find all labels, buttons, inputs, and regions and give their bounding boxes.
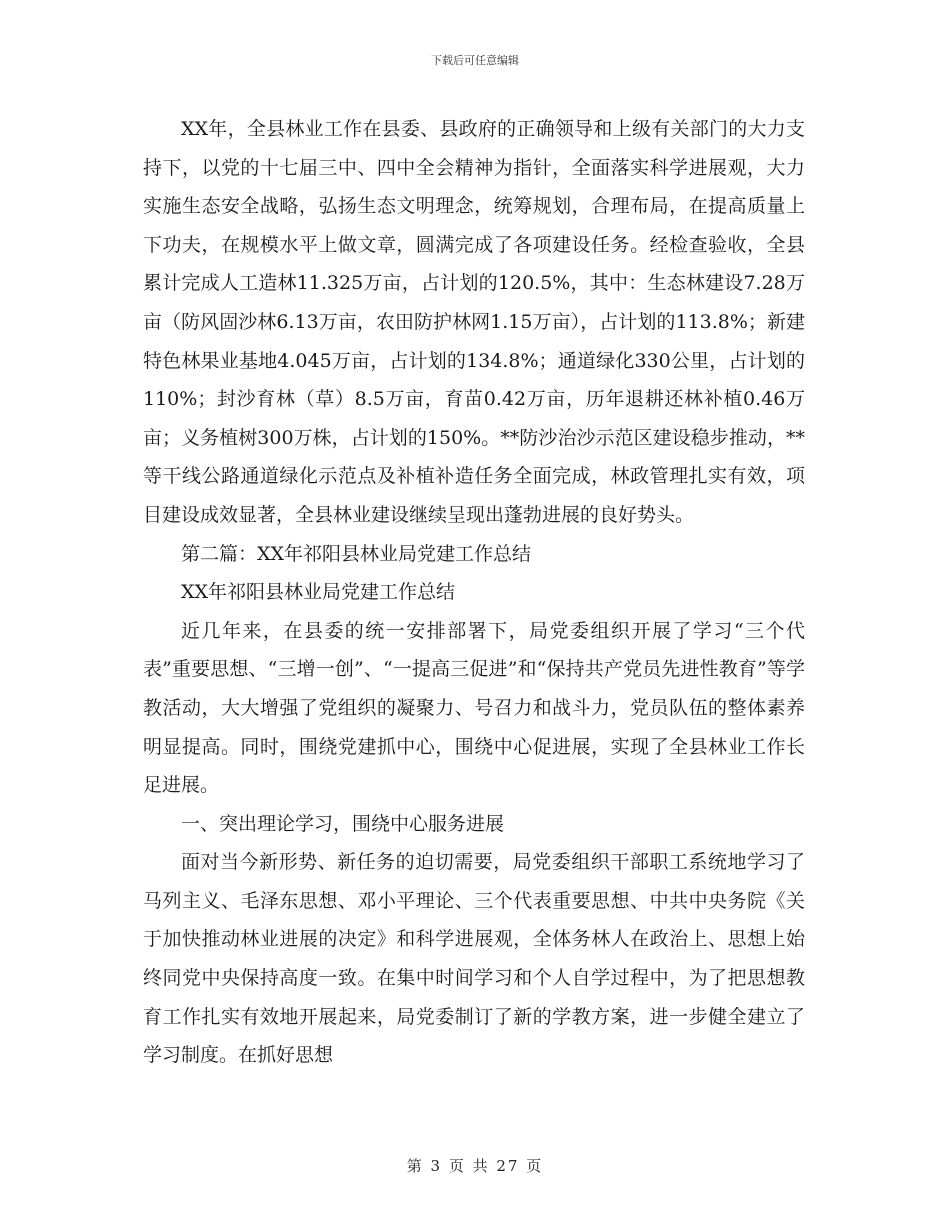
document-title: XX年祁阳县林业局党建工作总结 <box>181 581 456 604</box>
document-body <box>143 110 805 1075</box>
body-paragraph: 近几年来，在县委的统一安排部署下，局党委组织开展了学习“三个代表”重要思想、“三增一创”、“一提高三促进”和“保持共产党员先进性教育”等学教活动，大大增强了党组织的凝聚力、号召力和战斗力，党员队伍的整体素养明显提高。同时，围绕党建抓中心，围绕中心促进展，实现了全县林业工作长足进展。 <box>143 619 805 797</box>
body-paragraph: 面对当今新形势、新任务的迫切需要，局党委组织干部职工系统地学习了马列主义、毛泽东思想、邓小平理论、三个代表重要思想、中共中央务院《关于加快推动林业进展的决定》和科学进展观，全体务林人在政治上、思想上始终同党中央保持高度一致。在集中时间学习和个人自学过程中，为了把思想教育工作扎实有效地开展起来，局党委制订了新的学教方案，进一步健全建立了学习制度。在抓好思想 <box>143 851 805 1067</box>
section-heading: 第二篇：XX年祁阳县林业局党建工作总结 <box>181 542 532 565</box>
page-header: 下载后可任意编辑 <box>431 54 519 67</box>
page-footer: 第 3 页 共 27 页 <box>406 1157 544 1175</box>
body-paragraph: XX年，全县林业工作在县委、县政府的正确领导和上级有关部门的大力支持下，以党的十七届三中、四中全会精神为指针，全面落实科学进展观，大力实施生态安全战略，弘扬生态文明理念，统筹规划，合理布局，在提高质量上下功夫，在规模水平上做文章，圆满完成了各项建设任务。经检查验收，全县累计完成人工造林11.325万亩，占计划的120.5%，其中：生态林建设7.28万亩（防风固沙林6.13万亩，农田防护林网1.15万亩），占计划的113.8%；新建特色林果业基地4.045万亩，占计划的134.8%；通道绿化330公里，占计划的110%；封沙育林（草）8.5万亩，育苗0.42万亩，历年退耕还林补植0.46万亩；义务植树300万株，占计划的150%。**防沙治沙示范区建设稳步推动，**等干线公路通道绿化示范点及补植补造任务全面完成，林政管理扎实有效，项目建设成效显著，全县林业建设继续呈现出蓬勃进展的良好势头。 <box>143 118 805 526</box>
subsection-heading: 一、突出理论学习，围绕中心服务进展 <box>181 812 505 835</box>
